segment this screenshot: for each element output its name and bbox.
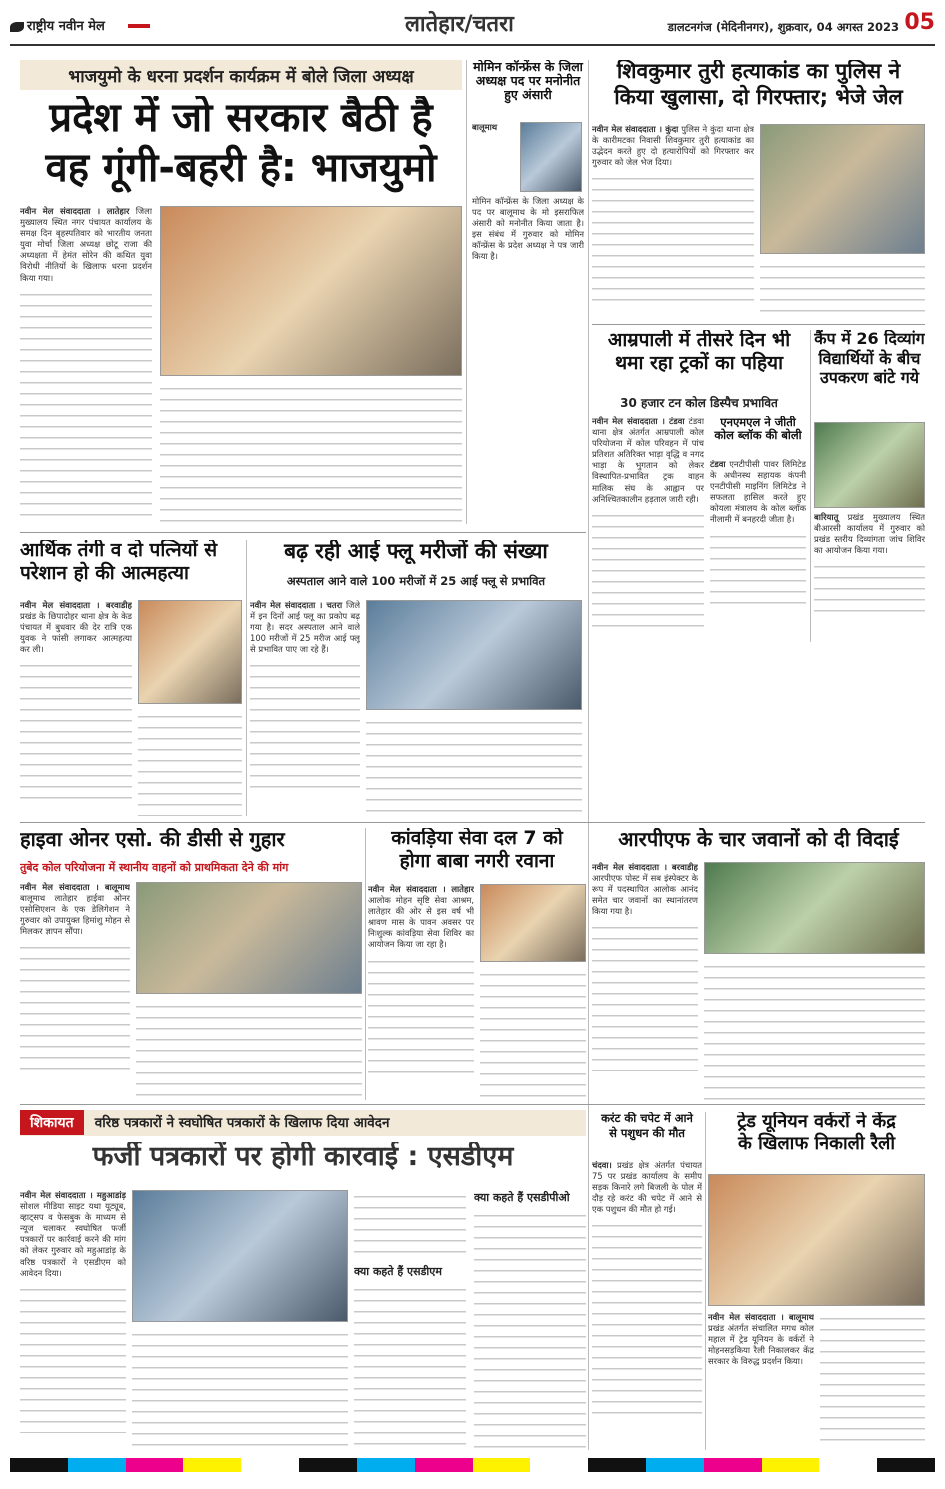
- kanwariya-headline[interactable]: [368, 828, 586, 880]
- divider-2: [588, 60, 589, 1450]
- rpf-farewell-photo: [704, 862, 925, 954]
- suicide-lead: नवीन मेल संवाददाता । बरवाडीह: [20, 600, 132, 610]
- complaint-sdm-text: [354, 1283, 466, 1450]
- flu-text: जिले में इन दिनों आई फ्लू का प्रकोप बढ़ गया है। सदर अस्पताल आने वाले 100 मरीजों में 25 मरीज आई फ्लू से प्रभावित पाए जा रहे हैं।: [250, 600, 360, 655]
- shivkumar-body: [592, 124, 754, 320]
- flu-body: [250, 600, 360, 816]
- shivkumar-headline-line1: शिवकुमार तुरी हत्याकांड का पुलिस ने: [616, 60, 901, 83]
- dateline: डालटनगंज (मेदिनीनगर), शुक्रवार, 04 अगस्त 2023: [667, 20, 899, 34]
- suicide-headline[interactable]: [20, 540, 242, 592]
- kanwariya-body: [368, 884, 474, 1100]
- complaint-sdpo-box: [474, 1190, 586, 1450]
- union-lead: नवीन मेल संवाददाता । बालूमाथ: [708, 1312, 814, 1322]
- complaint-headline-text: फर्जी पत्रकारों पर होगी कारवाई : एसडीएम: [92, 1142, 514, 1172]
- complaint-sdpo-text: [474, 1209, 586, 1449]
- momin-body-top: [472, 122, 516, 192]
- amrapali-body-continued: [592, 509, 704, 629]
- complaint-kicker: वरिष्ठ पत्रकारों ने स्वघोषित पत्रकारों के खिलाफ दिया आवेदन: [94, 1115, 390, 1131]
- current-headline[interactable]: [592, 1112, 702, 1156]
- bjym-kicker: भाजयुमो के धरना प्रदर्शन कार्यक्रम में बोले जिला अध्यक्ष: [68, 67, 414, 87]
- suicide-body: [20, 600, 132, 816]
- flu-body-continued: [250, 659, 360, 789]
- camp-body: [814, 512, 925, 642]
- complaint-lead: नवीन मेल संवाददाता । महुआडांड़: [20, 1190, 126, 1200]
- ntpc-lead: टंडवा: [710, 459, 726, 469]
- shivkumar-headline-line2: किया खुलासा, दो गिरफ्तार; भेजे जेल: [614, 85, 903, 110]
- amrapali-headline-line2: थमा रहा ट्रकों का पहिया: [614, 351, 783, 374]
- divider-10: [705, 1112, 706, 1450]
- rpf-headline-text: आरपीएफ के चार जवानों को दी विदाई: [618, 828, 899, 851]
- hiwa-subhead: तुबेद कोल परियोजना में स्थानीय वाहनों को प्राथमिकता देने की मांग: [20, 861, 289, 874]
- rpf-body-continued: [592, 921, 698, 1071]
- masthead: [10, 8, 935, 46]
- camp-body-continued: [814, 560, 925, 620]
- flu-lead: नवीन मेल संवाददाता । चतरा: [250, 600, 343, 610]
- complaint-text: सोशल मीडिया साइट यथा यूट्यूब, व्हाट्सप व फेसबुक के माध्यम से न्यूज चलाकर स्वघोषित फर्जी पत्रकारों पर कार्रवाई करने की मांग को लेकर गुरुवार को महुआडांड़ के वरिष्ठ पत्रकारों ने एसडीएम को आवेदन दिया।: [20, 1201, 126, 1278]
- registration-color-bar: [10, 1458, 935, 1472]
- camp-lead: बारियातू: [814, 512, 839, 522]
- suicide-text: प्रखंड के छिपादोहर थाना क्षेत्र के केड पंचायत में बुधवार की देर रात्रि एक युवक ने फांसी लगाकर आत्महत्या कर ली।: [20, 611, 132, 655]
- flu-headline-text: बढ़ रही आई फ्लू मरीजों की संख्या: [284, 540, 548, 563]
- amrapali-text: टंडवा थाना क्षेत्र अंतर्गत आम्रपाली कोल परियोजना में कोल परिवहन में पांच प्रतिशत अतिरिक्त भाड़ा वृद्धि व नगद भाड़ा के भुगतान को लेकर विस्थापित-प्रभावित ट्रक वाहन मालिक संघ के आह्वान पर अनिश्चितकालीन हड़ताल जारी रही।: [592, 416, 704, 504]
- camp-photo: [814, 422, 925, 508]
- momin-headline[interactable]: मोमिन कॉन्फ्रेंस के जिला अध्यक्ष पद पर मनोनीत हुए अंसारी: [473, 60, 583, 102]
- union-rally-photo: [708, 1174, 925, 1306]
- amrapali-body: [592, 416, 704, 642]
- divider-3: [20, 532, 586, 533]
- rpf-columns: [704, 960, 925, 1100]
- bjym-headline-line1: प्रदेश में जो सरकार बैठी है: [49, 96, 433, 141]
- complaint-tag: शिकायत: [20, 1110, 84, 1135]
- current-body-continued: [592, 1219, 702, 1419]
- flu-columns: [366, 716, 582, 816]
- section-title: लातेहार/चतरा: [405, 12, 514, 37]
- union-body: [708, 1312, 814, 1450]
- kanwariya-text: आलोक मोहन सृष्टि सेवा आश्रम, लातेहार की ओर से इस वर्ष भी श्रावण मास के पावन अवसर पर निःशुल्क कांवड़िया सेवा शिविर का आयोजन किया जा रहा है।: [368, 895, 474, 950]
- suicide-headline-line2: परेशान हो की आत्महत्या: [20, 561, 189, 584]
- bjym-body: [20, 206, 152, 524]
- hiwa-meeting-photo: [136, 882, 362, 994]
- flu-headline[interactable]: [250, 540, 582, 570]
- union-text: प्रखंड अंतर्गत संचालित मगध कोल महाल में ट्रेड यूनियन के वर्करों ने मोहनसड़किया रैली निकालकर केंद्र सरकार के विरुद्ध प्रदर्शन किया।: [708, 1323, 814, 1367]
- union-headline[interactable]: [708, 1112, 925, 1170]
- logo-text: राष्ट्रीय नवीन मेल: [27, 19, 105, 34]
- camp-headline[interactable]: [814, 330, 925, 418]
- shivkumar-lead: नवीन मेल संवाददाता । कुंदा: [592, 124, 679, 134]
- kanwariya-columns: [480, 968, 586, 1100]
- pencil-icon: [128, 24, 150, 28]
- kanwariya-lead: नवीन मेल संवाददाता । लातेहार: [368, 884, 474, 894]
- ntpc-story: [710, 416, 806, 642]
- hiwa-columns: [136, 1000, 362, 1100]
- union-headline-line2: के खिलाफ निकाली रैली: [738, 1132, 895, 1154]
- hiwa-headline-text: हाइवा ओनर एसो. की डीसी से गुहार: [20, 828, 285, 851]
- camp-headline-line1: कैंप में 26 दिव्यांग: [814, 330, 925, 348]
- amrapali-subhead: 30 हजार टन कोल डिस्पैच प्रभावित: [620, 396, 778, 410]
- current-headline-line1: करंट की चपेट में आने: [601, 1112, 693, 1125]
- divider-5: [20, 1104, 925, 1105]
- rpf-body: [592, 862, 698, 1100]
- complaint-body: [20, 1190, 126, 1450]
- amrapali-lead: नवीन मेल संवाददाता । टंडवा: [592, 416, 685, 426]
- camp-headline-line2: विद्यार्थियों के बीच: [818, 348, 921, 368]
- bjym-text: जिला मुख्यालय स्थित नगर पंचायत कार्यालय के समक्ष दिन बृहस्पतिवार को भारतीय जनता युवा मोर्चा जिला अध्यक्ष छोटू राजा की अध्यक्षता में हेमंत सोरेन की कथित युवा विरोधी नीतियों के खिलाफ धरना प्रदर्शन किया गया।: [20, 206, 152, 283]
- current-text: प्रखंड क्षेत्र अंतर्गत पंचायत 75 पर प्रखंड कार्यालय के समीप सड़क किनारे लगे बिजली के पोल में दौड़ रहे करंट की चपेट में आने से एक पशुधन की मौत हो गई।: [592, 1160, 702, 1215]
- complaint-sdm-box: [354, 1190, 466, 1450]
- flu-subhead: अस्पताल आने वाले 100 मरीजों में 25 आई फ्लू से प्रभावित: [286, 574, 546, 588]
- current-body: [592, 1160, 702, 1450]
- ntpc-headline[interactable]: एनएमएल ने जीती कोल ब्लॉक की बोली: [714, 416, 802, 442]
- ntpc-body: [710, 459, 806, 526]
- divider-4: [20, 822, 925, 823]
- bjym-body-continued: [20, 288, 152, 524]
- shivkumar-police-photo: [760, 124, 925, 254]
- kanwariya-headline-line2: होगा बाबा नगरी रवाना: [399, 849, 555, 872]
- amrapali-headline-line1: आम्रपाली में तीसरे दिन भी: [607, 330, 791, 351]
- suicide-photo: [138, 600, 242, 704]
- hiwa-lead: नवीन मेल संवाददाता । बालूमाथ: [20, 882, 130, 892]
- ntpc-text: एनटीपीसी पावर लिमिटेड के अधीनस्थ सहायक कंपनी एनटीपीसी माइनिंग लिमिटेड ने सफलता हासिल करते हुए कोयला मंत्रालय के कोल ब्लॉक नीलामी में बनहरदी जीता है।: [710, 459, 806, 525]
- page-number: 05: [904, 10, 935, 35]
- divider-6: [592, 324, 925, 325]
- shivkumar-columns: [760, 260, 925, 320]
- union-columns: [820, 1312, 925, 1450]
- bjym-columns: [160, 382, 462, 524]
- kanwariya-photo: [480, 884, 586, 962]
- suicide-body-continued: [20, 659, 132, 799]
- complaint-headline[interactable]: [20, 1142, 586, 1182]
- bird-icon: [10, 22, 24, 32]
- current-lead: चंदवा।: [592, 1160, 612, 1170]
- bjym-protest-photo: [160, 206, 462, 376]
- hiwa-text: बालूमाथ लातेहार हाईवा ओनर एसोसिएशन के एक डेलिगेशन ने गुरुवार को उपायुक्त हिमांशु मोहन से मिलकर ज्ञापन सौंपा।: [20, 893, 130, 937]
- bjym-lead: नवीन मेल संवाददाता । लातेहार: [20, 206, 130, 216]
- momin-body: मोमिन कॉन्फ्रेंस के जिला अध्यक्ष के पद पर बालूमाथ के मो इसराफिल अंसारी को मनोनीत किया जाता है। इस संबंध में गुरुवार को मोमिन कॉन्फ्रेंस के प्रदेश अध्यक्ष ने पत्र जारी किया है।: [472, 196, 584, 262]
- hiwa-body-continued: [20, 941, 130, 1071]
- momin-story: [472, 60, 584, 524]
- shivkumar-headline[interactable]: [592, 60, 925, 118]
- rpf-text: आरपीएफ पोस्ट में सब इंस्पेक्टर के रूप में पदस्थापित आलोक आनंद समेत चार जवानों का स्थानांतरण किया गया है।: [592, 873, 698, 917]
- camp-text: प्रखंड मुख्यालय स्थित बीआरसी कार्यालय में गुरुवार को प्रखंड स्तरीय दिव्यांगता जांच शिविर का आयोजन किया गया।: [814, 512, 925, 556]
- suicide-headline-line1: आर्थिक तंगी व दो पत्नियों से: [20, 540, 218, 561]
- hiwa-body: [20, 882, 130, 1100]
- complaint-body-continued: [20, 1283, 126, 1433]
- rpf-lead: नवीन मेल संवाददाता । बरवाडीह: [592, 862, 698, 872]
- divider-9: [365, 828, 366, 1100]
- suicide-columns: [138, 710, 242, 816]
- shivkumar-text: पुलिस ने कुंदा थाना क्षेत्र के कारीमटका निवासी शिवकुमार तुरी हत्याकांड का उद्भेदन करते हुए दो हत्यारोपियों को गिरफ्तार कर गुरुवार को जेल भेज दिया।: [592, 124, 754, 168]
- bjym-headline[interactable]: [20, 96, 462, 200]
- momin-lead: बालूमाथ: [472, 122, 498, 132]
- flu-hospital-photo: [366, 600, 582, 710]
- hiwa-headline[interactable]: [20, 828, 362, 858]
- divider-1: [466, 60, 467, 524]
- union-headline-line1: ट्रेड यूनियन वर्करों ने केंद्र: [737, 1112, 896, 1132]
- momin-portrait: [520, 122, 582, 192]
- bjym-headline-line2: वह गूंगी-बहरी है: भाजयुमो: [45, 145, 437, 191]
- complaint-sdpo-title: क्या कहते हैं एसडीपीओ: [474, 1191, 570, 1204]
- current-headline-line2: से पशुधन की मौत: [609, 1125, 685, 1140]
- kanwariya-headline-line1: कांवड़िया सेवा दल 7 को: [391, 828, 563, 849]
- complaint-photo: [132, 1190, 348, 1322]
- complaint-columns: [132, 1328, 348, 1450]
- kanwariya-body-continued: [368, 955, 474, 1075]
- shivkumar-body-continued: [592, 172, 754, 302]
- rpf-headline[interactable]: [592, 828, 925, 858]
- ntpc-body-continued: [710, 530, 806, 610]
- divider-8: [246, 540, 247, 816]
- complaint-sdm-title: क्या कहते हैं एसडीएम: [354, 1265, 442, 1278]
- bjym-kicker-box: [20, 60, 462, 90]
- camp-headline-line3: उपकरण बांटे गये: [819, 368, 920, 388]
- complaint-sdm-prelude: [354, 1190, 466, 1260]
- newspaper-logo[interactable]: [10, 16, 105, 34]
- divider-7: [810, 330, 811, 642]
- amrapali-headline[interactable]: [592, 330, 806, 390]
- complaint-kicker-box: [20, 1110, 586, 1136]
